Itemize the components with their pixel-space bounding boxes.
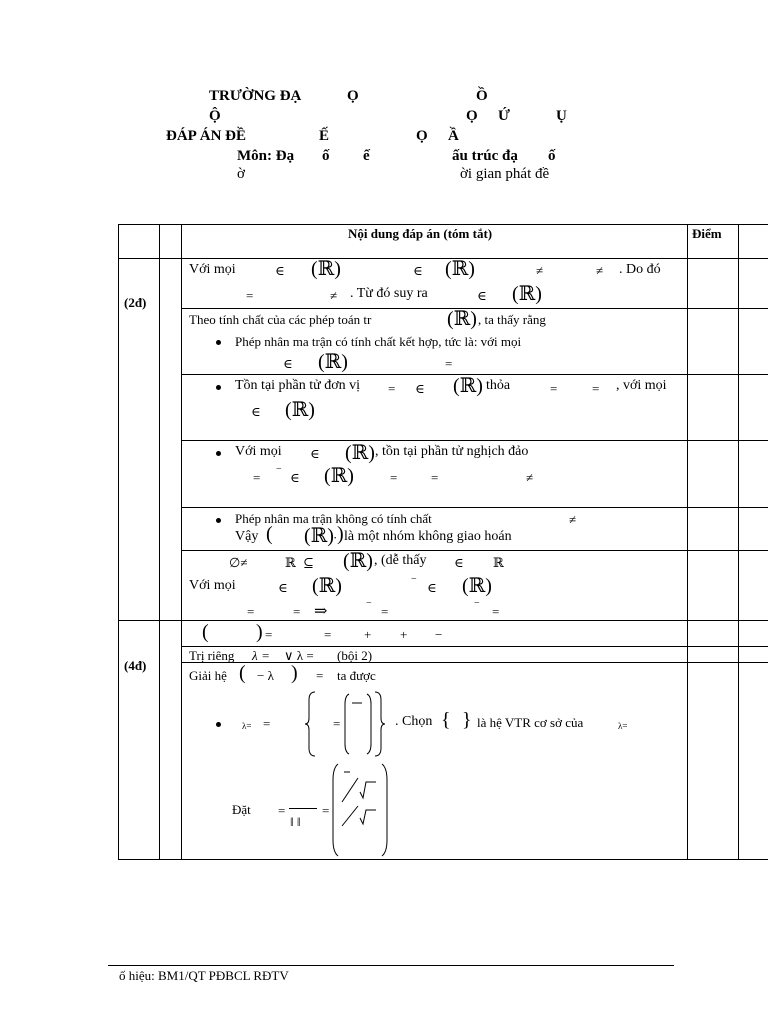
- symbol-norm: ‖ ‖: [290, 814, 301, 829]
- symbol-eq: =: [388, 381, 396, 396]
- symbol-eq: =: [262, 648, 270, 663]
- row3-text: , với mọi: [616, 378, 667, 393]
- symbol-eq: =: [265, 627, 273, 642]
- symbol-inverse: −: [366, 598, 372, 609]
- symbol-eq: =: [333, 716, 341, 731]
- symbol-matrix-set: (ℝ): [312, 575, 342, 597]
- row2-bullet-text: Phép nhân ma trận có tính chất kết hợp, tức là: với mọi: [235, 334, 522, 349]
- symbol-eq: =: [253, 470, 261, 485]
- header-fragment: Ứ: [498, 108, 510, 124]
- symbol-matrix-set: (ℝ): [324, 465, 354, 487]
- symbol-neq: ≠: [536, 263, 544, 278]
- bullet-point: [216, 385, 221, 390]
- normalized-vector: [330, 762, 392, 858]
- header-fragment: ấu trúc đạ: [452, 148, 518, 164]
- symbol-matrix-set: (ℝ): [311, 258, 341, 280]
- symbol-lambda-subscript: λ=: [242, 721, 252, 731]
- symbol-neq: ≠: [330, 288, 338, 303]
- symbol-emptyset-neq: ∅≠: [229, 555, 248, 570]
- row8-multiplicity: (bội 2): [337, 648, 373, 663]
- row9-text: Giải hệ: [189, 668, 227, 683]
- symbol-matrix-set: (ℝ): [445, 258, 475, 280]
- symbol-minus: −: [435, 627, 443, 642]
- symbol-lambda-subscript: λ=: [618, 721, 628, 731]
- row8-text: Trị riêng: [189, 648, 235, 663]
- symbol-matrix-set: (ℝ): [453, 375, 483, 397]
- symbol-paren: (: [266, 523, 273, 545]
- symbol-in: ∈: [275, 263, 285, 278]
- symbol-in: ∈: [454, 555, 464, 570]
- symbol-brace: {: [441, 709, 451, 731]
- symbol-eq: =: [324, 627, 332, 642]
- row1-text: . Do đó: [619, 262, 661, 277]
- symbol-matrix-set: (ℝ): [343, 550, 373, 572]
- symbol-reals: ℝ: [493, 555, 504, 570]
- header-fragment: Ồ: [476, 88, 488, 104]
- header-fragment: ờ: [237, 166, 245, 182]
- symbol-matrix-set: (ℝ): [512, 283, 542, 305]
- symbol-implies: ⇒: [314, 603, 328, 620]
- symbol-eq: =: [550, 381, 558, 396]
- symbol-eq: =: [247, 604, 255, 619]
- symbol-in: ∈: [477, 288, 487, 303]
- symbol-subseteq: ⊆: [303, 555, 314, 570]
- symbol-in: ∈: [310, 446, 320, 461]
- header-fragment: Ọ: [466, 108, 478, 124]
- symbol-or-lambda: ∨ λ =: [284, 648, 314, 663]
- symbol-eq: =: [322, 803, 330, 818]
- column-header-score: Điểm: [692, 226, 722, 241]
- bullet-point: [216, 451, 221, 456]
- header-time-issued: ời gian phát đề: [460, 166, 550, 182]
- row9-text: . Chọn: [395, 714, 433, 729]
- symbol-dot: ·: [333, 530, 338, 545]
- row2-text: Theo tính chất của các phép toán tr: [189, 312, 372, 327]
- symbol-eq: =: [431, 470, 439, 485]
- symbol-minus-lambda: − λ: [257, 668, 274, 683]
- symbol-paren: ): [337, 523, 344, 545]
- row9-text: là hệ VTR cơ sở của: [477, 715, 584, 730]
- row2-text: , ta thấy rằng: [478, 312, 546, 327]
- row6-text: , (dễ thấy: [374, 553, 427, 568]
- question-1-points: (2đ): [124, 295, 147, 310]
- symbol-eq: =: [246, 288, 254, 303]
- row3-bullet-text: Tồn tại phần tử đơn vị: [235, 378, 361, 393]
- symbol-eq: =: [492, 604, 500, 619]
- row4-bullet-text: , tồn tại phần tử nghịch đảo: [375, 444, 529, 459]
- symbol-eq: =: [263, 716, 271, 731]
- header-fragment: Ế: [319, 128, 330, 144]
- symbol-brace: }: [462, 709, 472, 731]
- symbol-eq: =: [316, 668, 324, 683]
- symbol-in: ∈: [290, 470, 300, 485]
- row3-text: thỏa: [486, 378, 511, 393]
- symbol-reals: ℝ: [285, 555, 296, 570]
- header-fragment: Ọ: [347, 88, 359, 104]
- header-fragment: Ọ: [416, 128, 428, 144]
- symbol-matrix-set: (ℝ): [447, 308, 477, 330]
- bullet-point: [216, 518, 221, 523]
- header-subject: Môn: Đạ: [237, 148, 295, 164]
- header-fragment: ố: [548, 148, 556, 164]
- symbol-paren: (: [202, 621, 209, 643]
- symbol-eq: =: [592, 381, 600, 396]
- row4-bullet-text: Với mọi: [235, 444, 282, 459]
- header-university-title: TRƯỜNG ĐẠ: [209, 88, 302, 104]
- eigen-set-brackets: [305, 688, 405, 760]
- symbol-in: ∈: [413, 263, 423, 278]
- symbol-matrix-set: (ℝ): [345, 442, 375, 464]
- footer-rule: [108, 965, 674, 966]
- fraction-bar: [289, 808, 317, 809]
- symbol-paren: (: [239, 662, 246, 684]
- symbol-matrix-set: (ℝ): [304, 525, 334, 547]
- question-2-points: (4đ): [124, 658, 147, 673]
- header-fragment: Ụ: [556, 108, 567, 124]
- symbol-eq: =: [390, 470, 398, 485]
- symbol-plus: +: [364, 627, 372, 642]
- symbol-neq: ≠: [526, 470, 534, 485]
- symbol-in: ∈: [251, 404, 261, 419]
- symbol-inverse: −: [474, 598, 480, 609]
- row5-conclusion: là một nhóm không giao hoán: [344, 529, 512, 544]
- symbol-eq: =: [445, 356, 453, 371]
- symbol-matrix-set: (ℝ): [318, 351, 348, 373]
- symbol-inverse: −: [411, 574, 417, 585]
- row6-text: Với mọi: [189, 578, 236, 593]
- row5-bullet-text: Phép nhân ma trận không có tính chất: [235, 511, 432, 526]
- symbol-matrix-set: (ℝ): [285, 399, 315, 421]
- symbol-matrix-set: (ℝ): [462, 575, 492, 597]
- header-fragment: ế: [363, 148, 370, 164]
- header-fragment: ố: [322, 148, 330, 164]
- row9-text: ta được: [337, 668, 376, 683]
- header-exam-answer-title: ĐÁP ÁN ĐỀ: [166, 128, 247, 144]
- symbol-neq: ≠: [569, 512, 577, 527]
- symbol-in: ∈: [415, 381, 425, 396]
- row5-text: Vậy: [235, 529, 259, 544]
- symbol-neq: ≠: [596, 263, 604, 278]
- bullet-point: [216, 722, 221, 727]
- symbol-plus: +: [400, 627, 408, 642]
- symbol-paren: ): [291, 662, 298, 684]
- row9-text: Đặt: [232, 802, 251, 817]
- bullet-point: [216, 340, 221, 345]
- symbol-in: ∈: [283, 356, 293, 371]
- header-fragment: Ầ: [448, 128, 459, 144]
- symbol-paren: ): [256, 621, 263, 643]
- symbol-lambda: λ: [252, 648, 258, 663]
- symbol-in: ∈: [278, 580, 288, 595]
- header-fragment: Ộ: [209, 108, 221, 124]
- column-header-content: Nội dung đáp án (tóm tắt): [348, 226, 493, 241]
- symbol-eq: =: [278, 803, 286, 818]
- symbol-in: ∈: [427, 580, 437, 595]
- symbol-eq: =: [293, 604, 301, 619]
- row1-text: . Từ đó suy ra: [350, 286, 428, 301]
- footer-document-code: ố hiệu: BM1/QT PĐBCL RĐTV: [119, 968, 289, 983]
- symbol-eq: =: [381, 604, 389, 619]
- row1-text: Với mọi: [189, 262, 236, 277]
- symbol-inverse: −: [276, 464, 282, 475]
